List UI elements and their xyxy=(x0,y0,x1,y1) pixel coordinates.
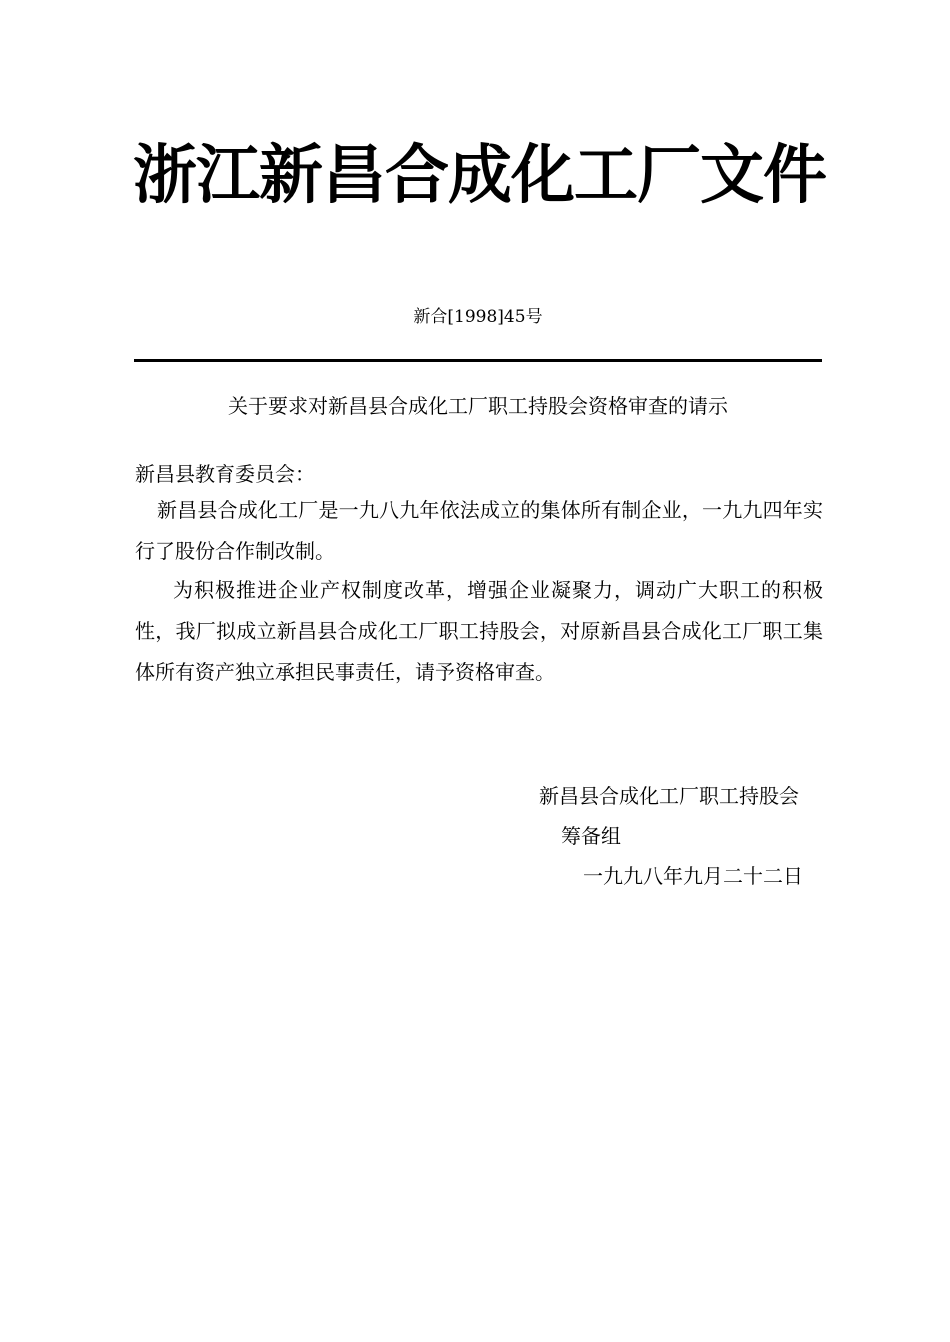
signature-date: 一九九八年九月二十二日 xyxy=(583,864,803,888)
header-divider xyxy=(134,359,822,362)
document-subject: 关于要求对新昌县合成化工厂职工持股会资格审查的请示 xyxy=(228,394,728,418)
body-paragraph: 为积极推进企业产权制度改革，增强企业凝聚力，调动广大职工的积极性，我厂拟成立新昌县合成化工厂职工持股会，对原新昌县合成化工厂职工集体所有资产独立承担民事责任，请予资格审查。 xyxy=(135,578,823,684)
addressee: 新昌县教育委员会： xyxy=(135,462,315,486)
document-number: 新合[1998]45号 xyxy=(413,307,543,327)
signature-group: 筹备组 xyxy=(561,824,621,848)
document-title: 浙江新昌合成化工厂文件 xyxy=(133,139,826,213)
body-paragraph: 新昌县合成化工厂是一九八九年依法成立的集体所有制企业，一九九四年实行了股份合作制改制。 xyxy=(135,498,823,563)
signature-organization: 新昌县合成化工厂职工持股会 xyxy=(539,784,799,808)
